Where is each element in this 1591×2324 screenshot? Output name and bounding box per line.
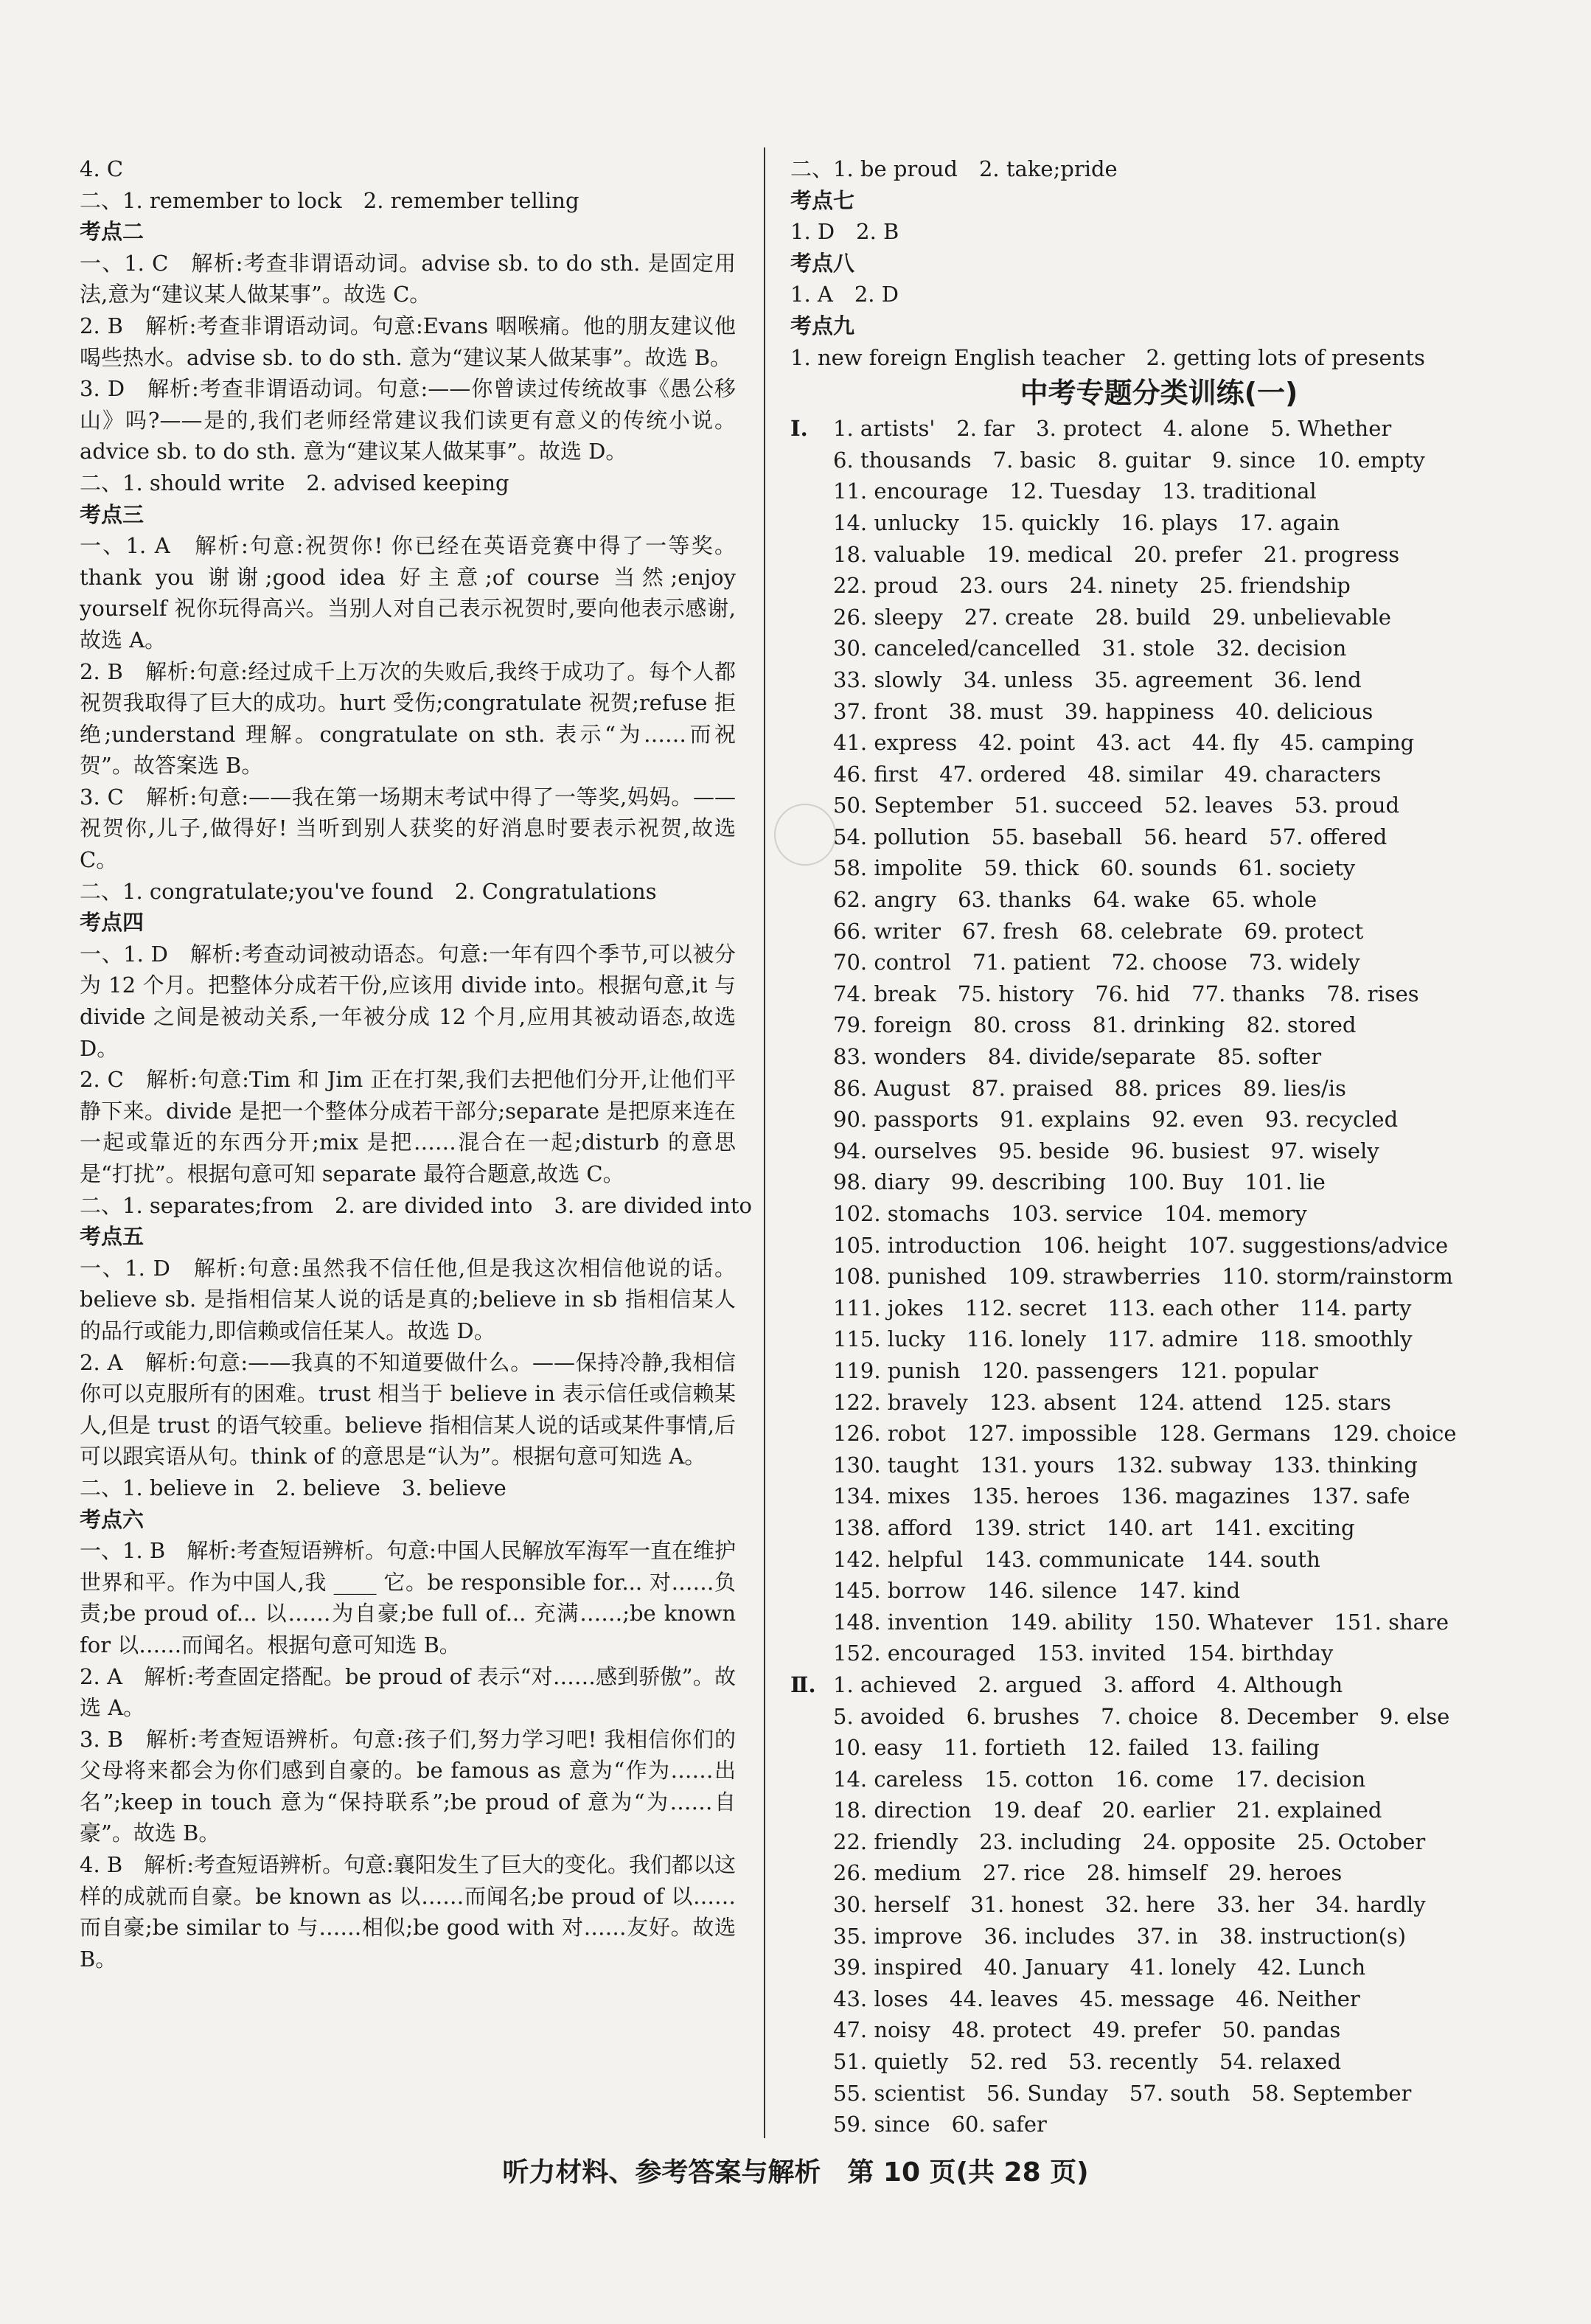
answer-line: 138. afford 139. strict 140. art 141. exciting [833, 1514, 1355, 1540]
answer-line: 90. passports 91. explains 92. even 93. recycled [833, 1107, 1399, 1133]
answer-explanation: 2. A 解析:句意:——我真的不知道要做什么。——保持冷静,我相信你可以克服所有的困难。trust 相当于 believe in 表示信任或信赖某人,但是 trust 的语气较重。believe 指相信某人说的话或某件事情,后可以跟宾语从句。think of 的意思是“认为”。根据句意可知选 A。 [80, 1349, 736, 1469]
answer-line: 119. punish 120. passengers 121. popular [833, 1357, 1318, 1383]
answer-line: 74. break 75. history 76. hid 77. thanks 78. rises [833, 981, 1419, 1006]
left-column [80, 153, 752, 1975]
answer-line: 115. lucky 116. lonely 117. admire 118. smoothly [833, 1326, 1413, 1352]
section-title: 中考专题分类训练(一) [1020, 377, 1298, 410]
answer-line: 62. angry 63. thanks 64. wake 65. whole [833, 887, 1317, 913]
section-heading: 考点九 [790, 313, 855, 338]
answer-explanation: 一、1. A 解析:句意:祝贺你! 你已经在英语竞赛中得了一等奖。thank you 谢谢;good idea 好主意;of course 当然;enjoy yourself 祝你玩得高兴。当别人对自己表示祝贺时,要向他表示感谢,故选 A。 [80, 533, 736, 653]
answer-line: 35. improve 36. includes 37. in 38. instruction(s) [833, 1923, 1407, 1949]
answer-line: 152. encouraged 153. invited 154. birthday [833, 1641, 1334, 1666]
answer-line: 54. pollution 55. baseball 56. heard 57. offered [833, 824, 1388, 849]
answer-line: 39. inspired 40. January 41. lonely 42. Lunch [833, 1955, 1366, 1980]
answer-line: 22. proud 23. ours 24. ninety 25. friendship [833, 573, 1351, 599]
answer-line: 6. thousands 7. basic 8. guitar 9. since 10. empty [833, 447, 1425, 473]
answer-line: 1. achieved 2. argued 3. afford 4. Although [833, 1671, 1343, 1697]
section-heading: 考点二 [80, 219, 145, 245]
part-two [790, 1669, 1528, 2140]
answer-line: 26. sleepy 27. create 28. build 29. unbelievable [833, 604, 1391, 630]
answer-line: 二、1. separates;from 2. are divided into 3. are divided into [80, 1192, 752, 1218]
answer-line: 46. first 47. ordered 48. similar 49. characters [833, 761, 1382, 787]
answer-line: 105. introduction 106. height 107. suggestions/advice [833, 1232, 1449, 1258]
section-heading: 考点六 [80, 1506, 145, 1532]
answer-explanation: 一、1. D 解析:考查动词被动语态。句意:一年有四个季节,可以被分为 12 个月。把整体分成若干份,应该用 divide into。根据句意,it 与 divide 之间是被动关系,一年被分成 12 个月,应用其被动语态,故选 D。 [80, 941, 736, 1061]
answer-explanation: 3. B 解析:考查短语辨析。句意:孩子们,努力学习吧! 我相信你们的父母将来都会为你们感到自豪的。be famous as 意为“作为……出名”;keep in touch 意为“保持联系”;be proud of 意为“为……自豪”。故选 B。 [80, 1726, 736, 1846]
answer-line: 148. invention 149. ability 150. Whatever 151. share [833, 1609, 1449, 1635]
answer-line: 5. avoided 6. brushes 7. choice 8. December 9. else [833, 1703, 1450, 1729]
answer-line: 50. September 51. succeed 52. leaves 53. proud [833, 793, 1400, 818]
answer-line: 10. easy 11. fortieth 12. failed 13. failing [833, 1735, 1320, 1761]
answer-line: 二、1. be proud 2. take;pride [790, 156, 1118, 181]
answer-line: 二、1. should write 2. advised keeping [80, 470, 509, 495]
column-divider [764, 147, 765, 2138]
answer-line: 108. punished 109. strawberries 110. storm/rainstorm [833, 1264, 1453, 1290]
answer-line: 30. canceled/cancelled 31. stole 32. decision [833, 636, 1347, 661]
answer-line: 30. herself 31. honest 32. here 33. her 34. hardly [833, 1892, 1426, 1918]
part-one [790, 413, 1528, 1669]
answer-line: 二、1. remember to lock 2. remember telling [80, 187, 579, 213]
answer-line: 二、1. believe in 2. believe 3. believe [80, 1475, 506, 1500]
answer-line: 14. careless 15. cotton 16. come 17. decision [833, 1766, 1366, 1792]
answer-line: 1. artists' 2. far 3. protect 4. alone 5. Whether [833, 416, 1392, 442]
answer-explanation: 3. D 解析:考查非谓语动词。句意:——你曾读过传统故事《愚公移山》吗?——是的,我们老师经常建议我们读更有意义的传统小说。advice sb. to do sth. 意为“建议某人做某事”。故选 D。 [80, 376, 736, 465]
answer-explanation: 2. B 解析:考查非谓语动词。句意:Evans 咽喉痛。他的朋友建议他喝些热水。advise sb. to do sth. 意为“建议某人做某事”。故选 B。 [80, 313, 736, 370]
answer-line: 70. control 71. patient 72. choose 73. widely [833, 950, 1360, 975]
answer-explanation: 一、1. C 解析:考查非谓语动词。advise sb. to do sth. 是固定用法,意为“建议某人做某事”。故选 C。 [80, 250, 736, 307]
answer-line: 26. medium 27. rice 28. himself 29. heroes [833, 1860, 1343, 1886]
part-one-answers [833, 413, 1528, 1669]
section-heading: 考点四 [80, 910, 145, 936]
answer-explanation: 3. C 解析:句意:——我在第一场期末考试中得了一等奖,妈妈。——祝贺你,儿子,做得好! 当听到别人获奖的好消息时要表示祝贺,故选 C。 [80, 784, 736, 873]
answer-line: 111. jokes 112. secret 113. each other 114. party [833, 1295, 1412, 1321]
answer-line: 94. ourselves 95. beside 96. busiest 97. wisely [833, 1138, 1379, 1163]
right-top-answers [790, 153, 1528, 373]
answer-line: 102. stomachs 103. service 104. memory [833, 1201, 1307, 1226]
answer-explanation: 一、1. D 解析:句意:虽然我不信任他,但是我这次相信他说的话。believe sb. 是指相信某人说的话是真的;believe in sb 指相信某人的品行或能力,即信赖或信任某人。故选 D。 [80, 1255, 736, 1343]
answer-line: 66. writer 67. fresh 68. celebrate 69. protect [833, 918, 1364, 944]
answer-line: 1. D 2. B [790, 219, 899, 245]
answer-line: 79. foreign 80. cross 81. drinking 82. stored [833, 1012, 1357, 1038]
answer-line: 98. diary 99. describing 100. Buy 101. lie [833, 1169, 1326, 1195]
answer-line: 11. encourage 12. Tuesday 13. traditional [833, 479, 1317, 504]
answer-explanation: 2. C 解析:句意:Tim 和 Jim 正在打架,我们去把他们分开,让他们平静下来。divide 是把一个整体分成若干部分;separate 是把原来连在一起或靠近的东西分开;mix 是把……混合在一起;disturb 的意思是“打扰”。根据句意可知 separate 最符合题意,故选 C。 [80, 1067, 736, 1186]
answer-line: 33. slowly 34. unless 35. agreement 36. lend [833, 667, 1362, 692]
answer-line: 83. wonders 84. divide/separate 85. softer [833, 1044, 1322, 1070]
answer-line: 43. loses 44. leaves 45. message 46. Neither [833, 1986, 1360, 2011]
answer-explanation: 一、1. B 解析:考查短语辨析。句意:中国人民解放军海军一直在维护世界和平。作为中国人,我 ____ 它。be responsible for... 对……负责;be proud of... 以……为自豪;be full of... 充满……;be known for 以……而闻名。根据句意可知选 B。 [80, 1538, 736, 1657]
answer-line: 126. robot 127. impossible 128. Germans 129. choice [833, 1421, 1457, 1447]
answer-line: 130. taught 131. yours 132. subway 133. thinking [833, 1452, 1418, 1478]
section-heading: 考点五 [80, 1224, 145, 1250]
answer-line: 59. since 60. safer [833, 2112, 1047, 2137]
answer-line: 51. quietly 52. red 53. recently 54. relaxed [833, 2049, 1342, 2075]
answer-line: 二、1. congratulate;you've found 2. Congratulations [80, 878, 657, 904]
answer-line: 47. noisy 48. protect 49. prefer 50. pandas [833, 2017, 1341, 2043]
answer-line: 1. new foreign English teacher 2. getting lots of presents [790, 344, 1425, 370]
answer-explanation: 2. A 解析:考查固定搭配。be proud of 表示“对……感到骄傲”。故选 A。 [80, 1663, 736, 1721]
answer-line: 122. bravely 123. absent 124. attend 125. stars [833, 1389, 1391, 1415]
answer-explanation: 4. B 解析:考查短语辨析。句意:襄阳发生了巨大的变化。我们都以这样的成就而自豪。be known as 以……而闻名;be proud of 以……而自豪;be similar to 与……相似;be good with 对……友好。故选 B。 [80, 1852, 736, 1972]
answer-explanation: 2. B 解析:句意:经过成千上万次的失败后,我终于成功了。每个人都祝贺我取得了巨大的成功。hurt 受伤;congratulate 祝贺;refuse 拒绝;understand 理解。congratulate on sth. 表示“为……而祝贺”。故答案选 B。 [80, 658, 736, 779]
page-footer: 听力材料、参考答案与解析 第 10 页(共 28 页) [502, 2157, 1089, 2188]
answer-line: 86. August 87. praised 88. prices 89. lies/is [833, 1075, 1346, 1101]
section-heading: 考点八 [790, 250, 855, 276]
answer-line: 18. valuable 19. medical 20. prefer 21. progress [833, 541, 1400, 567]
part-one-label: Ⅰ. [790, 416, 808, 442]
answer-line: 14. unlucky 15. quickly 16. plays 17. again [833, 509, 1340, 535]
section-heading: 考点七 [790, 187, 855, 213]
answer-line: 145. borrow 146. silence 147. kind [833, 1578, 1241, 1604]
answer-line: 41. express 42. point 43. act 44. fly 45. camping [833, 730, 1415, 756]
answer-line: 134. mixes 135. heroes 136. magazines 137. safe [833, 1483, 1410, 1509]
part-two-label: Ⅱ. [790, 1671, 816, 1697]
answer-line: 18. direction 19. deaf 20. earlier 21. explained [833, 1798, 1382, 1823]
answer-line: 4. C [80, 156, 124, 181]
right-column [790, 153, 1528, 2140]
section-heading: 考点三 [80, 501, 145, 527]
answer-line: 142. helpful 143. communicate 144. south [833, 1546, 1320, 1572]
answer-line: 1. A 2. D [790, 282, 899, 307]
answer-line: 58. impolite 59. thick 60. sounds 61. society [833, 855, 1356, 881]
answer-line: 37. front 38. must 39. happiness 40. delicious [833, 698, 1374, 724]
answer-line: 55. scientist 56. Sunday 57. south 58. September [833, 2080, 1412, 2106]
part-two-answers [833, 1669, 1528, 2140]
answer-line: 22. friendly 23. including 24. opposite 25. October [833, 1829, 1426, 1854]
